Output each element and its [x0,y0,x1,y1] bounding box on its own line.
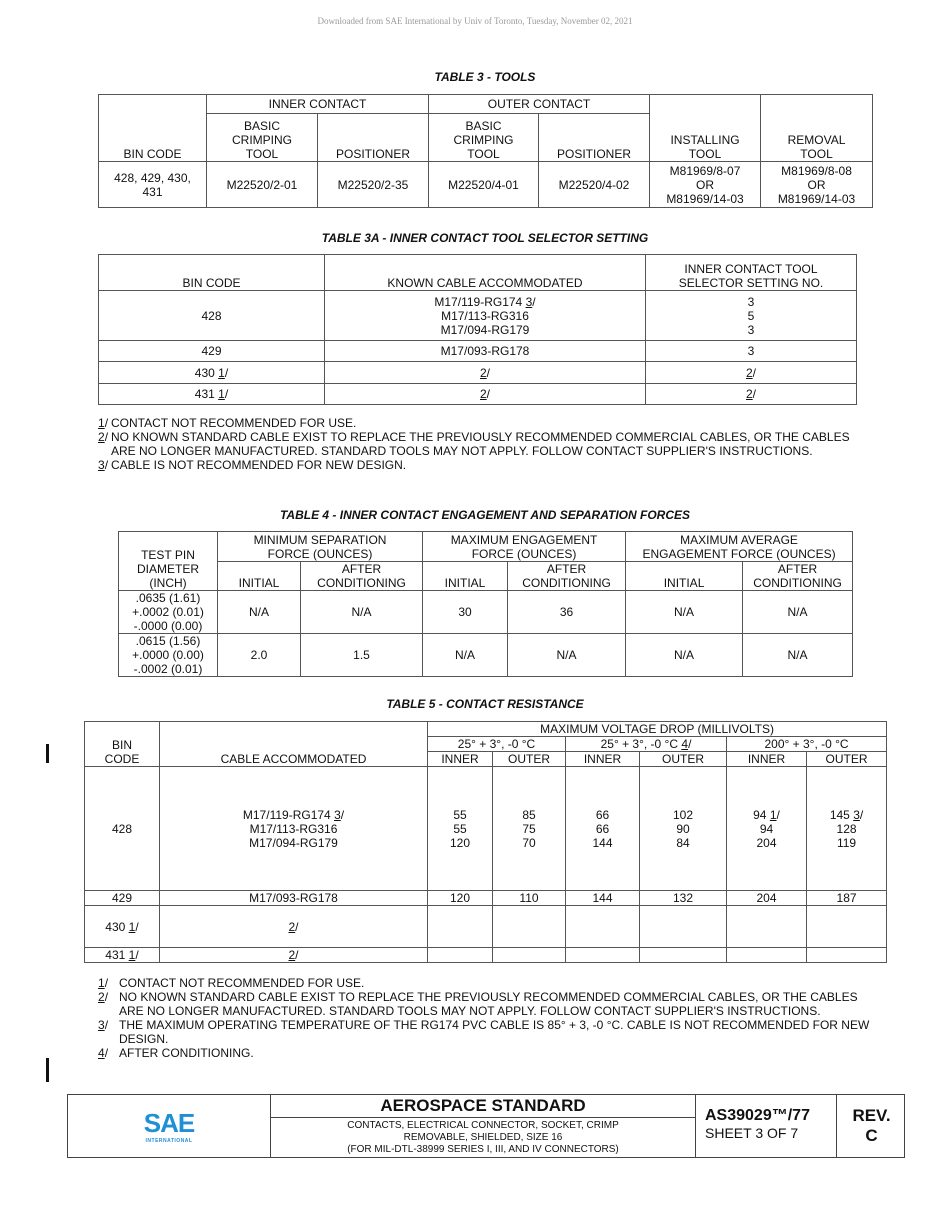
t5-h-inner: INNER [566,752,640,767]
table3a-title: TABLE 3A - INNER CONTACT TOOL SELECTOR SETTING [321,231,649,245]
t5-cell [428,906,493,948]
t4-cell: N/A [508,634,626,677]
t5-h-outer: OUTER [493,752,566,767]
t3-inner-pos: M22520/2-35 [318,162,429,208]
t4-h-after: AFTER CONDITIONING [301,562,423,591]
t4-h-maxeng: MAXIMUM ENGAGEMENT FORCE (OUNCES) [423,532,626,562]
note-item: 3/ CABLE IS NOT RECOMMENDED FOR NEW DESIGN. [98,458,407,472]
t4-cell: N/A [301,591,423,634]
t3-h-outer: OUTER CONTACT [429,95,650,114]
title-cell [270,1095,695,1157]
t5-cell [727,906,807,948]
note-item: 2/ NO KNOWN STANDARD CABLE EXIST TO REPLACE THE PREVIOUSLY RECOMMENDED COMMERCIAL CABLES, OR THE CABLES ARE NO LONGER MANUFACTURED. STANDARD TOOLS MAY NOT APPLY. FOLLOW CONTACT SUPPLIER'S INSTRUCTIONS. [98,990,858,1018]
t3-removal: M81969/8-08 OR M81969/14-03 [761,162,873,208]
t4-h-maxavg: MAXIMUM AVERAGE ENGAGEMENT FORCE (OUNCES) [626,532,853,562]
t3-h-inner: INNER CONTACT [207,95,429,114]
t5-cable-note: 2/ [160,948,428,963]
t4-cell: 2.0 [218,634,301,677]
table-row [85,767,887,891]
t4-h-testpin: TEST PIN DIAMETER (INCH) [119,532,218,591]
t5-bin: 428 [85,767,160,891]
table-row [85,906,887,948]
t4-cell: N/A [626,591,743,634]
t4-cell: N/A [743,634,853,677]
t5-cell: 102 90 84 [640,767,727,891]
t5-cell: 145 3/ 128 119 [807,767,887,891]
table3-title: TABLE 3 - TOOLS [434,70,536,84]
t5-cell: 55 55 120 [428,767,493,891]
t5-cell: 120 [428,891,493,906]
note-item: 4/ AFTER CONDITIONING. [98,1046,254,1060]
t3a-cable-note: 2/ [325,362,646,384]
t4-cell: 36 [508,591,626,634]
t5-h-temp2: 25° + 3°, -0 °C 4/ [566,737,727,752]
t4-pin: .0615 (1.56) +.0000 (0.00) -.0002 (0.01) [119,634,218,677]
table-row [99,341,857,362]
table4-forces [118,531,853,677]
t5-cell [807,906,887,948]
sae-logo: SAE [143,1108,195,1138]
table-row [99,362,857,384]
t5-cable-note: 2/ [160,906,428,948]
t3a-setting: 3 [646,341,857,362]
t3-inner-crimp: M22520/2-01 [207,162,318,208]
t3-h-outer-crimp: BASIC CRIMPING TOOL [429,114,539,162]
t5-h-inner: INNER [428,752,493,767]
t4-cell: N/A [218,591,301,634]
t4-h-after: AFTER CONDITIONING [743,562,853,591]
t3a-setting-note: 2/ [646,362,857,384]
t3a-cable: M17/119-RG174 3/ M17/113-RG316 M17/094-RG179 [325,291,646,341]
revision-cell [836,1095,906,1157]
notes-table5 [98,976,876,1060]
t5-cell [640,906,727,948]
t3a-setting: 3 5 3 [646,291,857,341]
t5-h-bin: BIN CODE [85,722,160,767]
doc-number: AS39029™/77 [705,1107,810,1124]
t4-h-initial: INITIAL [626,562,743,591]
t5-cell: 144 [566,891,640,906]
t5-cable: M17/119-RG174 3/ M17/113-RG316 M17/094-RG179 [160,767,428,891]
t5-h-outer: OUTER [640,752,727,767]
t3a-h-bin: BIN CODE [99,255,325,291]
t5-cell [493,948,566,963]
table-row [99,291,857,341]
t3-h-removal: REMOVAL TOOL [761,95,873,162]
t5-cell: 110 [493,891,566,906]
t3-outer-pos: M22520/4-02 [539,162,650,208]
note-item: 1/ CONTACT NOT RECOMMENDED FOR USE. [98,976,365,990]
rev-label: REV. [852,1106,891,1125]
t5-h-inner: INNER [727,752,807,767]
table5-title: TABLE 5 - CONTACT RESISTANCE [386,697,584,711]
t4-h-initial: INITIAL [218,562,301,591]
table4-title: TABLE 4 - INNER CONTACT ENGAGEMENT AND SEPARATION FORCES [279,508,690,522]
title-block [67,1094,905,1158]
t5-h-cable: CABLE ACCOMMODATED [160,722,428,767]
sheet-number: SHEET 3 OF 7 [705,1125,799,1141]
sae-logo-sub: INTERNATIONAL [145,1138,193,1144]
t5-h-outer: OUTER [807,752,887,767]
note-item: 2/ NO KNOWN STANDARD CABLE EXIST TO REPLACE THE PREVIOUSLY RECOMMENDED COMMERCIAL CABLES, OR THE CABLES ARE NO LONGER MANUFACTURED. STANDARD TOOLS MAY NOT APPLY. FOLLOW CONTACT SUPPLIER'S INSTRUCTIONS. [98,430,850,458]
t3a-bin: 429 [99,341,325,362]
t5-cell: 66 66 144 [566,767,640,891]
t3a-bin: 431 1/ [99,384,325,405]
table5-resistance [84,721,887,963]
t3-h-inner-crimp: BASIC CRIMPING TOOL [207,114,318,162]
t5-bin: 429 [85,891,160,906]
t3a-h-cable: KNOWN CABLE ACCOMMODATED [325,255,646,291]
table-row [99,384,857,405]
doc-number-cell [695,1095,836,1157]
change-bar [46,744,49,763]
t3-h-bin: BIN CODE [99,95,207,162]
t5-cell: 132 [640,891,727,906]
note-item: 3/ THE MAXIMUM OPERATING TEMPERATURE OF THE RG174 PVC CABLE IS 85° + 3, -0 °C. CABLE IS NOT RECOMMENDED FOR NEW DESIGN. [98,1018,870,1046]
table-row [99,162,873,208]
t3-h-inner-pos: POSITIONER [318,114,429,162]
t4-cell: N/A [626,634,743,677]
t5-cell [566,948,640,963]
t5-h-temp3: 200° + 3°, -0 °C [727,737,887,752]
download-notice: Downloaded from SAE International by Univ of Toronto, Tuesday, November 02, 2021 [317,16,633,26]
t5-cell [428,948,493,963]
t4-cell: N/A [743,591,853,634]
notes-table3a [98,416,850,472]
t3a-cable: M17/093-RG178 [325,341,646,362]
t4-h-initial: INITIAL [423,562,508,591]
t5-cell: 85 75 70 [493,767,566,891]
t5-cable: M17/093-RG178 [160,891,428,906]
t5-h-maxdrop: MAXIMUM VOLTAGE DROP (MILLIVOLTS) [428,722,887,737]
t5-cell: 187 [807,891,887,906]
standard-description: CONTACTS, ELECTRICAL CONNECTOR, SOCKET, CRIMP REMOVABLE, SHIELDED, SIZE 16 (FOR MIL-DTL-38999 SERIES I, III, AND IV CONNECTORS) [347,1120,619,1155]
t3-bin: 428, 429, 430, 431 [99,162,207,208]
t5-cell [566,906,640,948]
note-item: 1/ CONTACT NOT RECOMMENDED FOR USE. [98,416,357,430]
t5-cell [727,948,807,963]
t5-bin: 430 1/ [85,906,160,948]
t3-h-outer-pos: POSITIONER [539,114,650,162]
table-row [85,891,887,906]
t3-h-install: INSTALLING TOOL [650,95,761,162]
change-bar [46,1058,49,1082]
t3a-bin: 430 1/ [99,362,325,384]
t3-outer-crimp: M22520/4-01 [429,162,539,208]
standard-title: AEROSPACE STANDARD [271,1095,695,1118]
rev-value: C [865,1126,878,1145]
logo-cell [68,1095,270,1157]
t4-pin: .0635 (1.61) +.0002 (0.01) -.0000 (0.00) [119,591,218,634]
table3a-selector [98,254,857,405]
t4-h-minsep: MINIMUM SEPARATION FORCE (OUNCES) [218,532,423,562]
t5-cell [640,948,727,963]
t5-cell [493,906,566,948]
t5-cell [807,948,887,963]
t3a-setting-note: 2/ [646,384,857,405]
t3-install: M81969/8-07 OR M81969/14-03 [650,162,761,208]
table-row [85,948,887,963]
t4-cell: 30 [423,591,508,634]
t4-cell: 1.5 [301,634,423,677]
t3a-h-setting: INNER CONTACT TOOL SELECTOR SETTING NO. [646,255,857,291]
t4-cell: N/A [423,634,508,677]
table3-tools [98,94,873,208]
t5-h-temp1: 25° + 3°, -0 °C [428,737,566,752]
t5-bin: 431 1/ [85,948,160,963]
t5-cell: 204 [727,891,807,906]
table-row [119,634,853,677]
t4-h-after: AFTER CONDITIONING [508,562,626,591]
t3a-bin: 428 [99,291,325,341]
table-row [119,591,853,634]
t5-cell: 94 1/ 94 204 [727,767,807,891]
t3a-cable-note: 2/ [325,384,646,405]
